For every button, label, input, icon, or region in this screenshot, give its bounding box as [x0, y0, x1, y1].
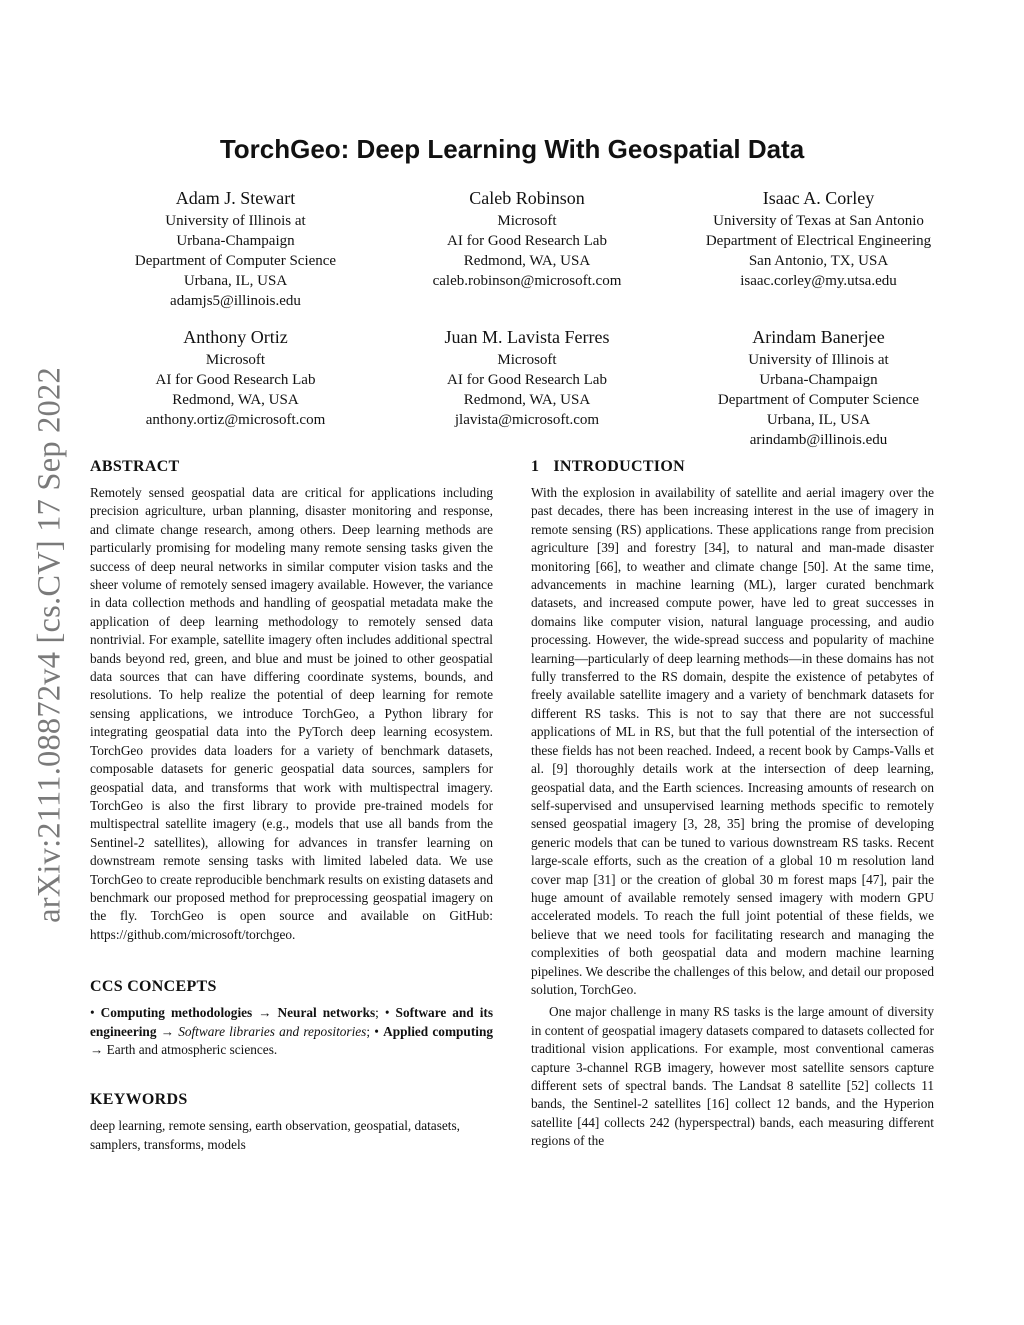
author-name: Arindam Banerjee	[752, 327, 885, 347]
ccs-concepts-text	[90, 1004, 493, 1059]
ccs-arrow: →	[90, 1041, 104, 1057]
ccs-concept-term: Applied computing	[383, 1023, 493, 1039]
author-affiliation-line: Department of Computer Science	[134, 253, 337, 269]
author-affiliation-line: Redmond, WA, USA	[172, 392, 299, 408]
ccs-heading: CCS CONCEPTS	[90, 978, 217, 996]
introduction-heading	[531, 456, 934, 478]
author-email: isaac.corley@my.utsa.edu	[740, 273, 897, 289]
author-email: caleb.robinson@microsoft.com	[432, 273, 622, 289]
ccs-concept-term: Neural networks	[277, 1005, 376, 1021]
author-card	[382, 325, 673, 450]
right-column	[531, 456, 934, 1151]
ccs-bullet: •	[374, 1023, 379, 1039]
section-number: 1	[531, 458, 540, 475]
ccs-arrow: →	[258, 1005, 272, 1021]
keywords-heading: KEYWORDS	[90, 1091, 188, 1109]
author-affiliation-line: San Antonio, TX, USA	[748, 253, 889, 269]
author-card	[382, 186, 673, 311]
author-affiliation-line: Department of Electrical Engineering	[705, 233, 932, 249]
author-card	[673, 186, 964, 311]
keywords-text: deep learning, remote sensing, earth observation, geospatial, datasets, samplers, transforms, models	[90, 1118, 460, 1152]
author-affiliation-line: Urbana-Champaign	[176, 233, 295, 249]
author-card	[673, 325, 964, 450]
author-card	[90, 325, 381, 450]
author-affiliation-line: University of Texas at San Antonio	[713, 213, 924, 229]
keywords-section	[90, 1089, 493, 1154]
introduction-paragraph: One major challenge in many RS tasks is the large amount of diversity in content of geospatial imagery datasets compared to datasets collected for traditional vision applications. For example, most conventional cameras capture 3-channel RGB imagery, however most satellite sensors capture different sets of spectral bands. The Landsat 8 satellite [52] collects 11 bands, the Sentinel-2 satellites [16] collect 12 bands, and the Hyperion satellite [44] collects 242 (hyperspectral) bands, each measuring different regions of the	[531, 1004, 934, 1149]
author-affiliation-line: AI for Good Research Lab	[447, 372, 607, 388]
author-affiliation-line: University of Illinois at	[748, 352, 889, 368]
ccs-separator: ;	[366, 1023, 371, 1039]
author-affiliation-line: Microsoft	[205, 352, 266, 368]
author-affiliation-line: Department of Computer Science	[717, 392, 920, 408]
ccs-concept-term: Earth and atmospheric sciences.	[106, 1041, 278, 1057]
author-affiliation-line: University of Illinois at	[165, 213, 306, 229]
author-email: anthony.ortiz@microsoft.com	[145, 412, 326, 428]
author-affiliation-line: Redmond, WA, USA	[463, 253, 591, 269]
abstract-text: Remotely sensed geospatial data are critical for applications including precision agriculture, urban planning, disaster monitoring and response, and climate change research, among others. Deep learning methods are particularly promising for modeling many remote sensing tasks given the success of deep neural networks in similar computer vision tasks and the sheer volume of remotely sensed imagery available. However, the variance in data collection methods and handling of geospatial metadata make the application of deep learning methodology to remotely sensed data nontrivial. For example, satellite imagery often includes additional spectral bands beyond red, green, and blue and must be joined to other geospatial data sources that can have differing coordinate systems, bounds, and resolutions. To help realize the potential of deep learning for remote sensing applications, we introduce TorchGeo, a Python library for integrating geospatial data into the PyTorch deep learning ecosystem. TorchGeo provides data loaders for a variety of benchmark datasets, composable datasets for generic geospatial data sources, samplers for geospatial data, and transforms that work with multispectral imagery. TorchGeo is also the first library to provide pre-trained models for multispectral satellite imagery (e.g., models that use all bands from the Sentinel-2 satellites), allowing for advances in transfer learning on downstream remote sensing tasks with limited labeled data. We use TorchGeo to create reproducible benchmark results on existing datasets and benchmark our proposed method for preprocessing geospatial imagery on the fly. TorchGeo is open source and available on GitHub: https://github.com/microsoft/torchgeo.	[90, 485, 493, 942]
ccs-concept-term: Software and its engineering	[90, 1005, 494, 1039]
abstract-section	[90, 456, 493, 944]
author-affiliation-line: Urbana-Champaign	[759, 372, 878, 388]
author-affiliation-line: Redmond, WA, USA	[463, 392, 591, 408]
abstract-heading: ABSTRACT	[90, 458, 180, 475]
author-affiliation-line: AI for Good Research Lab	[155, 372, 316, 388]
ccs-bullet: •	[384, 1005, 390, 1021]
ccs-bullet: •	[90, 1005, 95, 1021]
ccs-concept-term: Computing methodologies	[100, 1005, 253, 1021]
author-name: Caleb Robinson	[469, 188, 585, 208]
author-email: jlavista@microsoft.com	[454, 412, 600, 428]
author-affiliation-line: AI for Good Research Lab	[447, 233, 607, 249]
author-name: Anthony Ortiz	[183, 327, 288, 347]
author-affiliation-line: Urbana, IL, USA	[183, 273, 288, 289]
author-email: adamjs5@illinois.edu	[170, 293, 301, 309]
ccs-concept-term: Software libraries and repositories	[178, 1023, 367, 1039]
author-row	[90, 186, 964, 311]
author-row	[90, 325, 964, 450]
author-name: Isaac A. Corley	[762, 188, 875, 208]
author-email: arindamb@illinois.edu	[749, 432, 888, 448]
author-name: Adam J. Stewart	[175, 188, 296, 208]
left-column	[90, 456, 493, 1154]
author-affiliation-line: Microsoft	[497, 213, 557, 229]
paper-title: TorchGeo: Deep Learning With Geospatial Data	[219, 134, 805, 164]
ccs-concepts-section	[90, 976, 493, 1059]
author-affiliation-line: Microsoft	[497, 352, 557, 368]
author-block	[90, 186, 964, 464]
arxiv-identifier-stamp: arXiv:2111.08872v4 [cs.CV] 17 Sep 2022	[31, 367, 68, 923]
introduction-section	[531, 456, 934, 1151]
author-name: Juan M. Lavista Ferres	[444, 327, 610, 347]
introduction-paragraph: With the explosion in availability of satellite and aerial imagery over the past decades, there has been increasing interest in the use of imagery in remote sensing (RS) applications. These applications range from precision agriculture [39] and forestry [34], to natural and man-made disaster monitoring [66], to weather and climate change [50]. At the same time, advancements in machine learning (ML), larger curated benchmark datasets, and increased compute power, have led to great successes in domains like computer vision, natural language processing, and audio processing. However, the wide-spread success and popularity of machine learning—particularly of deep learning methods—in these domains has not fully transferred to the RS domain, despite the existence of petabytes of freely available satellite imagery and a variety of benchmark datasets for different RS tasks. This is not to say that there are not successful applications of ML in RS, but that the full potential of the intersection of these fields has not been reached. Indeed, a recent book by Camps-Valls et al. [9] thoroughly details work at the intersection of deep learning, geospatial data, and the Earth sciences. Increasing amounts of research on self-supervised and unsupervised learning methods specific to remotely sensed geospatial imagery [3, 28, 35] bring the promise of developing generic models that can be tuned to various downstream RS tasks. Recent large-scale efforts, such as the creation of a global 10 m resolution land cover map [31] or the creation of global 30 m forest maps [47], pair the huge amount of available remotely sensed imagery with modern GPU accelerated models. To reach the full joint potential of these fields, we believe that we need tools for facilitating research and managing the complexities of both geospatial data and modern machine learning pipelines. We describe the challenges of this below, and detail our proposed solution, TorchGeo.	[531, 485, 934, 997]
author-card	[90, 186, 381, 311]
ccs-arrow: →	[160, 1023, 174, 1039]
section-title: INTRODUCTION	[553, 458, 685, 475]
author-affiliation-line: Urbana, IL, USA	[766, 412, 871, 428]
ccs-separator: ;	[375, 1005, 379, 1021]
